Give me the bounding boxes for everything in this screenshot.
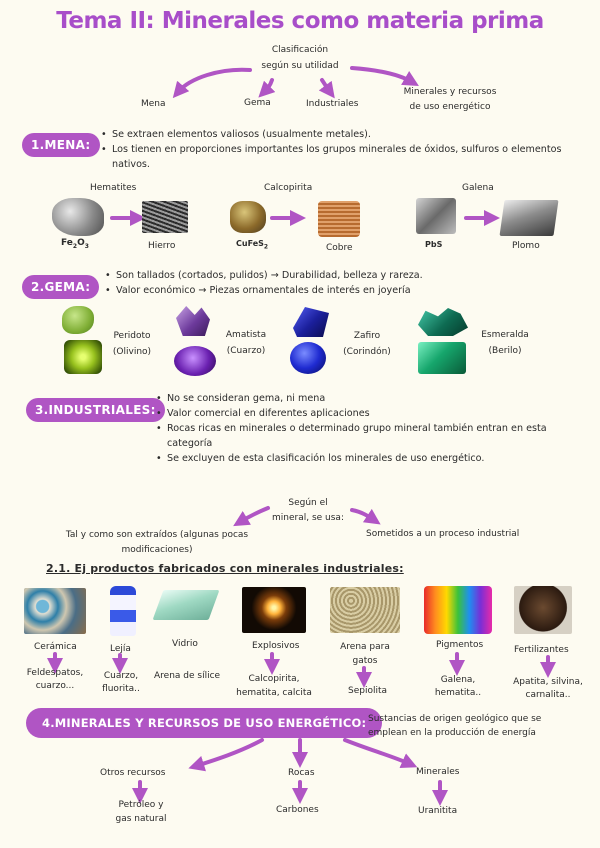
formula-hematites: $Fe_2O_3$ (61, 238, 89, 250)
galena-image (416, 198, 456, 234)
pigmentos-image (424, 586, 492, 634)
energetico-otros-example: Petróleo y gas natural (115, 800, 167, 824)
section-gema-label: 2.GEMA: (22, 275, 99, 299)
industriales-bullet: • Rocas ricas en minerales o determinado grupo mineral también entran en esta categoría (167, 421, 577, 451)
gem-zafiro: Zafiro (Corindón) (343, 331, 391, 357)
lejia-image (110, 586, 136, 636)
energetico-minerales-example: Uranitita (418, 806, 458, 816)
ceramica-image (24, 588, 86, 634)
gema-bullet: • Son tallados (cortados, pulidos) → Durabilidad, belleza y rareza. (116, 268, 576, 283)
formula-calcopirita: CuFeS$_2$ (236, 239, 269, 251)
mineral-name-hematites: Hematites (90, 183, 137, 193)
source-lejia: Cuarzo, fluorita.. (102, 671, 140, 694)
split-right: Sometidos a un proceso industrial (366, 529, 520, 539)
mineral-name-calcopirita: Calcopirita (264, 183, 313, 193)
hierro-image (142, 201, 188, 233)
source-ceramica: Feldespatos, cuarzo... (26, 668, 84, 691)
split-left: Tal y como son extraídos (algunas pocas modificaciones) (65, 530, 249, 555)
industriales-bullets (155, 391, 577, 466)
branch-gema: Gema (244, 98, 271, 108)
industriales-bullet: • Valor comercial en diferentes aplicaciones (167, 406, 577, 421)
energetico-rocas: Rocas (288, 768, 315, 778)
gem-amatista: Amatista (Cuarzo) (225, 330, 267, 356)
productos-title: 2.1. Ej productos fabricados con minerales industriales: (46, 562, 404, 575)
mena-bullet: • Los tienen en proporciones importantes los grupos minerales de óxidos, sulfuros o elementos nativos. (112, 142, 582, 172)
product-arena-gatos: Arena para gatos (340, 642, 390, 666)
industriales-bullet: • No se consideran gema, ni mena (167, 391, 577, 406)
branch-energetico: Minerales y recursos de uso energético (403, 87, 497, 112)
mineral-name-galena: Galena (462, 183, 494, 193)
source-vidrio: Arena de sílice (154, 671, 221, 681)
plomo-image (499, 200, 558, 236)
product-vidrio: Vidrio (172, 639, 198, 649)
explosivos-image (242, 587, 306, 633)
product-cobre: Cobre (326, 243, 353, 253)
mena-bullet: • Se extraen elementos valiosos (usualmente metales). (112, 127, 582, 142)
energetico-otros: Otros recursos (100, 768, 166, 778)
source-fertilizantes: Apatita, silvina, carnalita.. (513, 677, 583, 700)
section-mena-label: 1.MENA: (22, 133, 100, 157)
energetico-rocas-example: Carbones (276, 805, 319, 815)
gem-esmeralda: Esmeralda (Berilo) (481, 330, 529, 356)
energetico-desc: Sustancias de origen geológico que se emplean en la producción de energía (368, 714, 542, 738)
product-plomo: Plomo (512, 241, 540, 251)
hematites-image (52, 198, 104, 236)
peridoto-raw-image (62, 306, 94, 334)
fertilizantes-image (514, 586, 572, 634)
product-fertilizantes: Fertilizantes (514, 645, 569, 655)
section-industriales-label: 3.INDUSTRIALES: (26, 398, 165, 422)
source-explosivos: Calcopirita, hematita, calcita (236, 674, 312, 698)
product-hierro: Hierro (148, 241, 176, 251)
section-energetico-label: 4.MINERALES Y RECURSOS DE USO ENERGÉTICO: (26, 708, 382, 738)
product-lejia: Lejía (110, 644, 131, 654)
product-pigmentos: Pigmentos (436, 640, 484, 650)
gema-bullet: • Valor económico → Piezas ornamentales de interés en joyería (116, 283, 576, 298)
product-explosivos: Explosivos (252, 641, 300, 651)
energetico-minerales: Minerales (416, 767, 460, 777)
industriales-bullet: • Se excluyen de esta clasificación los minerales de uso energético. (167, 451, 577, 466)
gema-bullets (104, 268, 576, 298)
vidrio-image (153, 590, 220, 620)
amatista-cut-image (174, 346, 216, 376)
branch-mena: Mena (141, 99, 166, 109)
product-ceramica: Cerámica (34, 642, 77, 652)
source-pigmentos: Galena, hematita.. (434, 675, 482, 698)
cobre-image (318, 201, 360, 237)
branch-industriales: Industriales (306, 99, 359, 109)
source-arena-gatos: Sepiolita (348, 686, 388, 696)
mena-bullets (100, 127, 582, 172)
split-center: Según el mineral, se usa: (272, 498, 344, 523)
esmeralda-cut-image (418, 342, 466, 374)
arena-gatos-image (330, 587, 400, 633)
classification-center: Clasificación según su utilidad (261, 45, 339, 71)
zafiro-cut-image (290, 342, 326, 374)
calcopirita-image (230, 201, 266, 233)
gem-peridoto: Peridoto (Olivino) (112, 331, 152, 357)
peridoto-cut-image (64, 340, 102, 374)
page-title: Tema II: Minerales como materia prima (56, 8, 544, 34)
formula-galena: PbS (425, 240, 443, 249)
